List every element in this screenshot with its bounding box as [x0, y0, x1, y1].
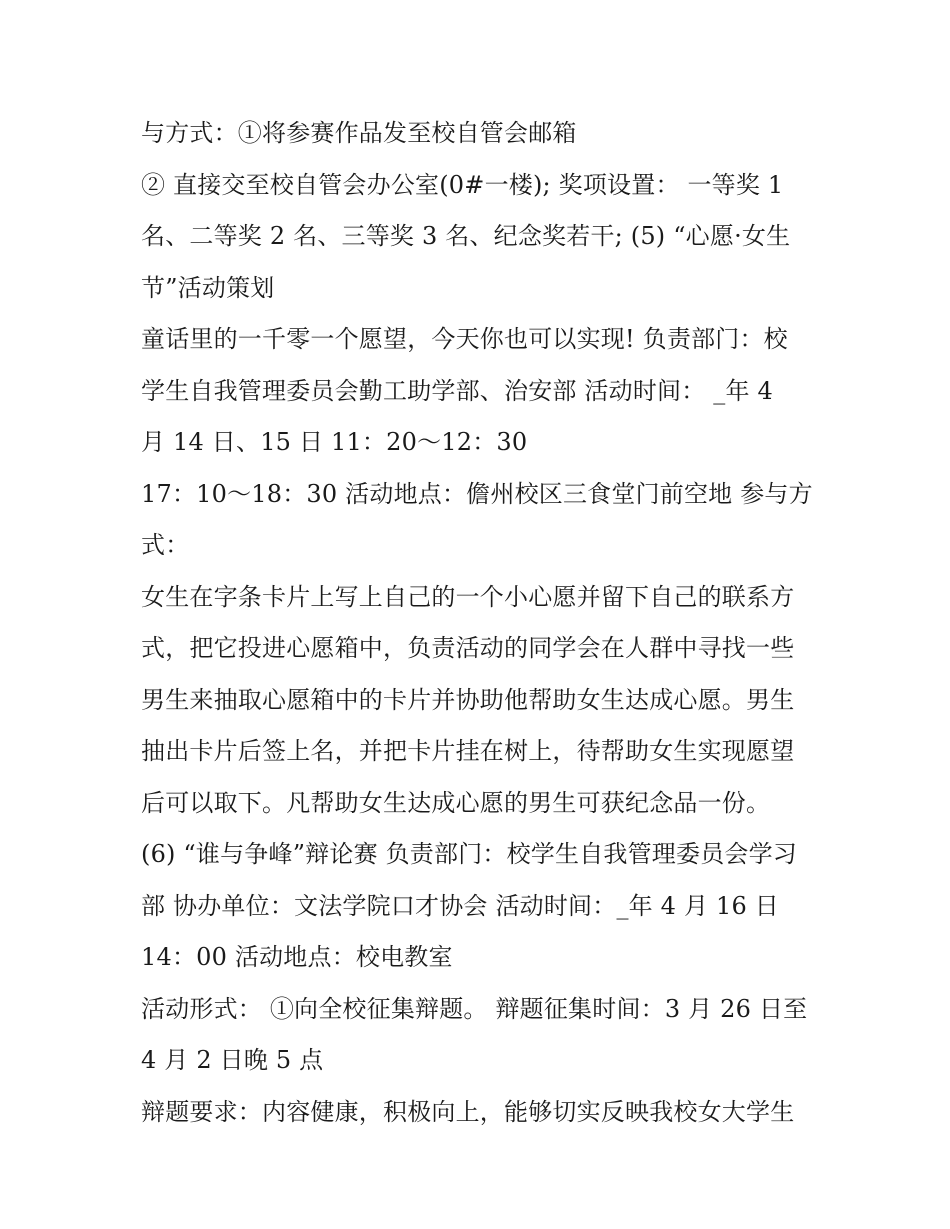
text-line: 4 月 2 日晚 5 点	[141, 1046, 324, 1074]
text-line: 式：	[141, 531, 190, 559]
text-line: 名、二等奖 2 名、三等奖 3 名、纪念奖若干; (5) “心愿·女生	[141, 222, 791, 250]
text-line: 辩题要求：内容健康，积极向上，能够切实反映我校女大学生	[141, 1097, 795, 1126]
text-line: ② 直接交至校自管会办公室(0#一楼); 奖项设置： 一等奖 1	[141, 170, 784, 199]
text-line: 与方式：①将参赛作品发至校自管会邮箱	[141, 119, 577, 147]
text-line: 月 14 日、15 日 11：20～12：30	[141, 428, 528, 456]
text-line: 学生自我管理委员会勤工助学部、治安部 活动时间： _年 4	[141, 376, 773, 405]
text-line: 14：00 活动地点：校电教室	[141, 943, 453, 971]
text-line: 女生在字条卡片上写上自己的一个小心愿并留下自己的联系方	[141, 582, 795, 611]
text-line: 童话里的一千零一个愿望，今天你也可以实现! 负责部门：校	[141, 325, 788, 353]
text-line: 抽出卡片后签上名，并把卡片挂在树上，待帮助女生实现愿望	[141, 737, 795, 765]
text-line: 部 协办单位：文法学院口才协会 活动时间：_年 4 月 16 日	[141, 891, 779, 920]
text-line: 式，把它投进心愿箱中，负责活动的同学会在人群中寻找一些	[141, 634, 795, 662]
document-text-body	[141, 108, 821, 1138]
text-line: 17：10～18：30 活动地点：儋州校区三食堂门前空地 参与方	[141, 479, 813, 508]
text-line: 男生来抽取心愿箱中的卡片并协助他帮助女生达成心愿。男生	[141, 685, 795, 714]
text-line: 活动形式： ①向全校征集辩题。 辩题征集时间：3 月 26 日至	[141, 994, 808, 1023]
text-line: 节”活动策划	[141, 273, 275, 302]
text-line: (6) “谁与争峰”辩论赛 负责部门：校学生自我管理委员会学习	[141, 840, 797, 868]
text-line: 后可以取下。凡帮助女生达成心愿的男生可获纪念品一份。	[141, 788, 771, 817]
